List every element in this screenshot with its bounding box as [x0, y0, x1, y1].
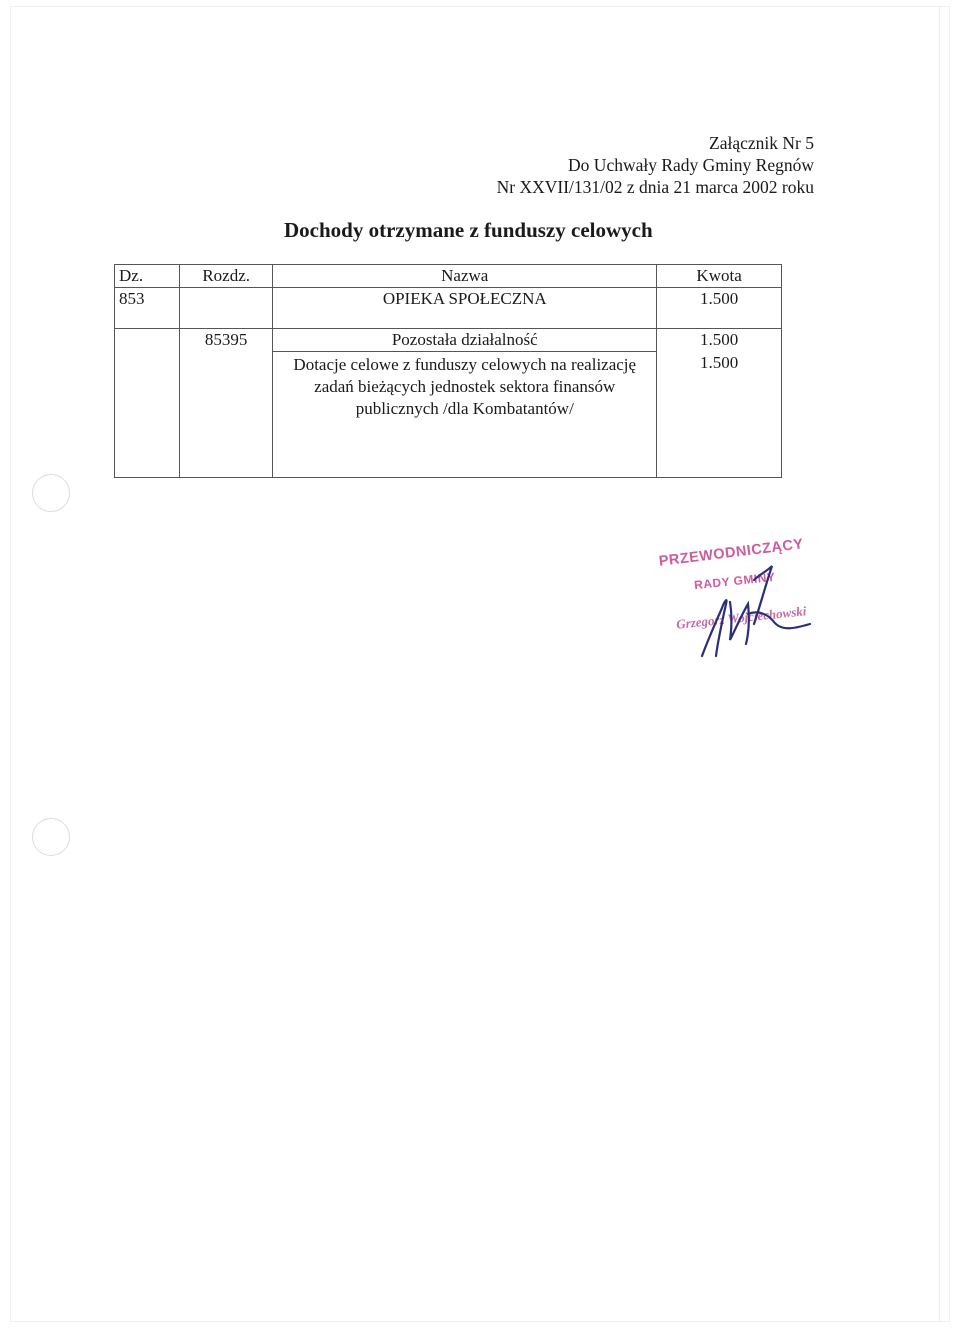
section-row — [115, 288, 782, 329]
description-kwota: 1.500 — [699, 353, 739, 372]
punch-hole-bottom — [32, 818, 70, 856]
inner-divider — [273, 351, 656, 352]
section-rozdz — [180, 288, 273, 329]
scan-edge — [939, 6, 940, 1322]
stamp-name: Grzegorz Wojciechowski — [675, 603, 807, 632]
attachment-header — [497, 132, 814, 198]
header-nazwa: Nazwa — [273, 265, 657, 288]
subsection-row — [115, 329, 782, 478]
handwritten-signature — [650, 544, 840, 674]
subsection-kwota: 1.500 — [699, 330, 739, 349]
subsection-kwota-cell — [657, 329, 782, 478]
punch-hole-top — [32, 474, 70, 512]
subsection-nazwa-cell — [273, 329, 657, 478]
stamp-title: PRZEWODNICZĄCY — [658, 536, 805, 570]
section-dz: 853 — [115, 288, 180, 329]
document-page — [10, 6, 950, 1322]
section-kwota: 1.500 — [657, 288, 782, 329]
header-kwota: Kwota — [657, 265, 782, 288]
document-title: Dochody otrzymane z funduszy celowych — [284, 218, 653, 242]
resolution-date: Nr XXVII/131/02 z dnia 21 marca 2002 roku — [496, 177, 814, 197]
subsection-description: Dotacje celowe z funduszy celowych na realizację zadań bieżących jednostek sektora finansów publicznych /dla Kombatantów/ — [293, 355, 637, 418]
resolution-reference: Do Uchwały Rady Gminy Regnów — [568, 155, 814, 175]
income-table — [114, 264, 782, 478]
table-header-row — [115, 265, 782, 288]
subsection-dz — [115, 329, 180, 478]
subsection-nazwa: Pozostała działalność — [391, 330, 538, 349]
subsection-rozdz: 85395 — [180, 329, 273, 478]
official-stamp — [650, 536, 840, 674]
stamp-council: RADY GMINY — [693, 569, 776, 593]
attachment-number: Załącznik Nr 5 — [709, 133, 814, 153]
header-dz: Dz. — [115, 265, 180, 288]
header-rozdz: Rozdz. — [180, 265, 273, 288]
section-nazwa: OPIEKA SPOŁECZNA — [273, 288, 657, 329]
